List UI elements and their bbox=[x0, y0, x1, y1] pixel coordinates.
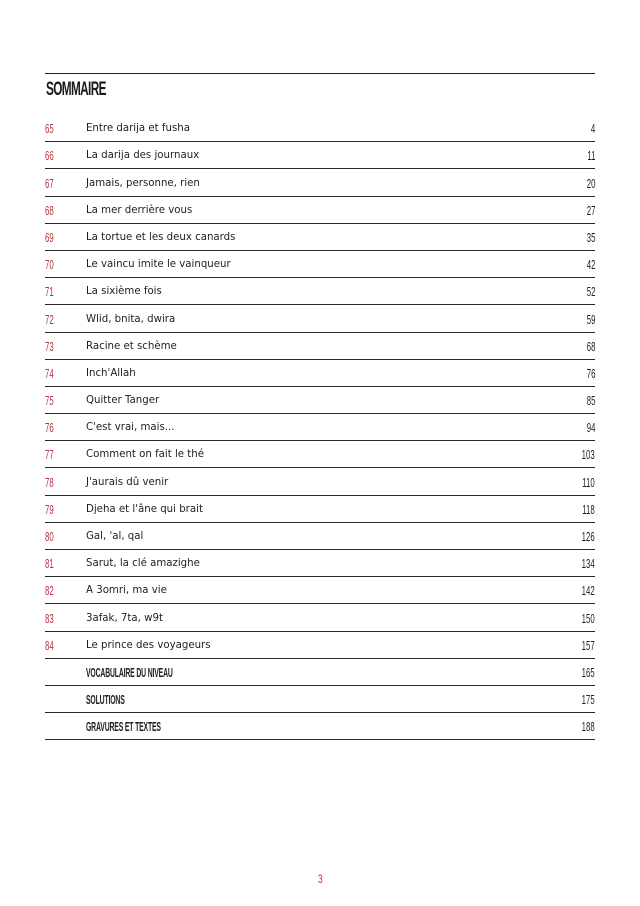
lesson-title: Sarut, la clé amazighe bbox=[86, 558, 200, 570]
lesson-number: 81 bbox=[45, 556, 54, 572]
lesson-number: 69 bbox=[45, 229, 54, 245]
page-number: 110 bbox=[582, 474, 595, 490]
page-number: 134 bbox=[581, 556, 595, 572]
lesson-title: La mer derrière vous bbox=[86, 204, 193, 216]
page-number: 188 bbox=[581, 719, 595, 735]
toc-entry[interactable] bbox=[45, 550, 595, 577]
toc-entry[interactable] bbox=[45, 142, 595, 169]
toc-entry[interactable] bbox=[45, 604, 595, 631]
top-rule bbox=[45, 73, 595, 74]
toc-entry[interactable] bbox=[45, 251, 595, 278]
lesson-title: 3afak, 7ta, w9t bbox=[86, 612, 163, 624]
appendix-title: SOLUTIONS bbox=[86, 693, 125, 708]
lesson-title: Le prince des voyageurs bbox=[86, 639, 211, 651]
appendix-title: VOCABULAIRE DU NIVEAU bbox=[86, 665, 173, 680]
lesson-title: J'aurais dû venir bbox=[86, 476, 169, 488]
page-number: 157 bbox=[581, 637, 595, 653]
page-number: 85 bbox=[586, 393, 595, 409]
page-number: 118 bbox=[582, 501, 595, 517]
table-of-contents bbox=[45, 115, 595, 740]
lesson-title: Comment on fait le thé bbox=[86, 449, 205, 461]
lesson-title: Quitter Tanger bbox=[86, 395, 160, 407]
toc-entry[interactable] bbox=[45, 305, 595, 332]
lesson-number: 83 bbox=[45, 610, 54, 626]
page-number: 20 bbox=[586, 175, 595, 191]
toc-entry[interactable] bbox=[45, 169, 595, 196]
lesson-number: 84 bbox=[45, 637, 54, 653]
lesson-title: Jamais, personne, rien bbox=[86, 177, 200, 189]
page-number: 175 bbox=[581, 692, 595, 708]
lesson-title: Inch'Allah bbox=[86, 367, 136, 379]
lesson-number: 66 bbox=[45, 148, 54, 164]
toc-entry[interactable] bbox=[45, 441, 595, 468]
page-title: SOMMAIRE bbox=[46, 79, 106, 100]
page-number: 59 bbox=[586, 311, 595, 327]
page-number: 94 bbox=[586, 420, 595, 436]
toc-appendix-entry[interactable] bbox=[45, 659, 595, 686]
lesson-title: La darija des journaux bbox=[86, 150, 200, 162]
lesson-title: C'est vrai, mais... bbox=[86, 422, 175, 434]
lesson-number: 82 bbox=[45, 583, 54, 599]
lesson-number: 70 bbox=[45, 257, 54, 273]
lesson-number: 72 bbox=[45, 311, 54, 327]
lesson-title: Wlid, bnita, dwira bbox=[86, 313, 176, 325]
page-number: 4 bbox=[590, 121, 595, 137]
toc-entry[interactable] bbox=[45, 468, 595, 495]
page-number: 142 bbox=[581, 583, 595, 599]
lesson-title: Le vaincu imite le vainqueur bbox=[86, 259, 231, 271]
lesson-number: 80 bbox=[45, 529, 54, 544]
lesson-number: 78 bbox=[45, 474, 54, 490]
page-number: 27 bbox=[586, 202, 595, 218]
page-number: 52 bbox=[586, 284, 595, 300]
lesson-number: 76 bbox=[45, 420, 54, 436]
lesson-number: 67 bbox=[45, 175, 54, 191]
page-number: 126 bbox=[581, 529, 595, 544]
toc-entry[interactable] bbox=[45, 333, 595, 360]
toc-entry[interactable] bbox=[45, 224, 595, 251]
lesson-number: 74 bbox=[45, 365, 54, 381]
page-number: 68 bbox=[586, 338, 595, 354]
toc-entry[interactable] bbox=[45, 115, 595, 142]
lesson-title: La tortue et les deux canards bbox=[86, 231, 236, 243]
page-number: 42 bbox=[586, 257, 595, 273]
lesson-number: 65 bbox=[45, 121, 54, 137]
toc-entry[interactable] bbox=[45, 387, 595, 414]
toc-entry[interactable] bbox=[45, 632, 595, 659]
toc-entry[interactable] bbox=[45, 523, 595, 550]
lesson-title: Djeha et l'âne qui brait bbox=[86, 503, 203, 515]
toc-entry[interactable] bbox=[45, 496, 595, 523]
page-number: 165 bbox=[581, 664, 595, 680]
toc-entry[interactable] bbox=[45, 278, 595, 305]
toc-appendix-entry[interactable] bbox=[45, 713, 595, 740]
lesson-title: Racine et schème bbox=[86, 340, 177, 352]
lesson-number: 79 bbox=[45, 501, 54, 517]
lesson-title: Entre darija et fusha bbox=[86, 123, 190, 135]
page-folio bbox=[0, 872, 640, 886]
lesson-number: 71 bbox=[45, 284, 54, 300]
page-number: 35 bbox=[586, 229, 595, 245]
page-number: 76 bbox=[586, 365, 595, 381]
toc-entry[interactable] bbox=[45, 577, 595, 604]
toc-entry[interactable] bbox=[45, 360, 595, 387]
lesson-number: 68 bbox=[45, 202, 54, 218]
lesson-title: A 3omri, ma vie bbox=[86, 585, 167, 597]
toc-entry[interactable] bbox=[45, 414, 595, 441]
page-number: 103 bbox=[581, 447, 595, 463]
folio-number: 3 bbox=[317, 872, 323, 886]
toc-entry[interactable] bbox=[45, 197, 595, 224]
lesson-title: Gal, 'al, qal bbox=[86, 531, 144, 542]
lesson-number: 73 bbox=[45, 338, 54, 354]
appendix-title: GRAVURES ET TEXTES bbox=[86, 720, 161, 735]
lesson-number: 75 bbox=[45, 393, 54, 409]
toc-appendix-entry[interactable] bbox=[45, 686, 595, 713]
page-number: 11 bbox=[586, 148, 595, 164]
lesson-title: La sixième fois bbox=[86, 286, 162, 298]
page-number: 150 bbox=[581, 610, 595, 626]
lesson-number: 77 bbox=[45, 447, 54, 463]
